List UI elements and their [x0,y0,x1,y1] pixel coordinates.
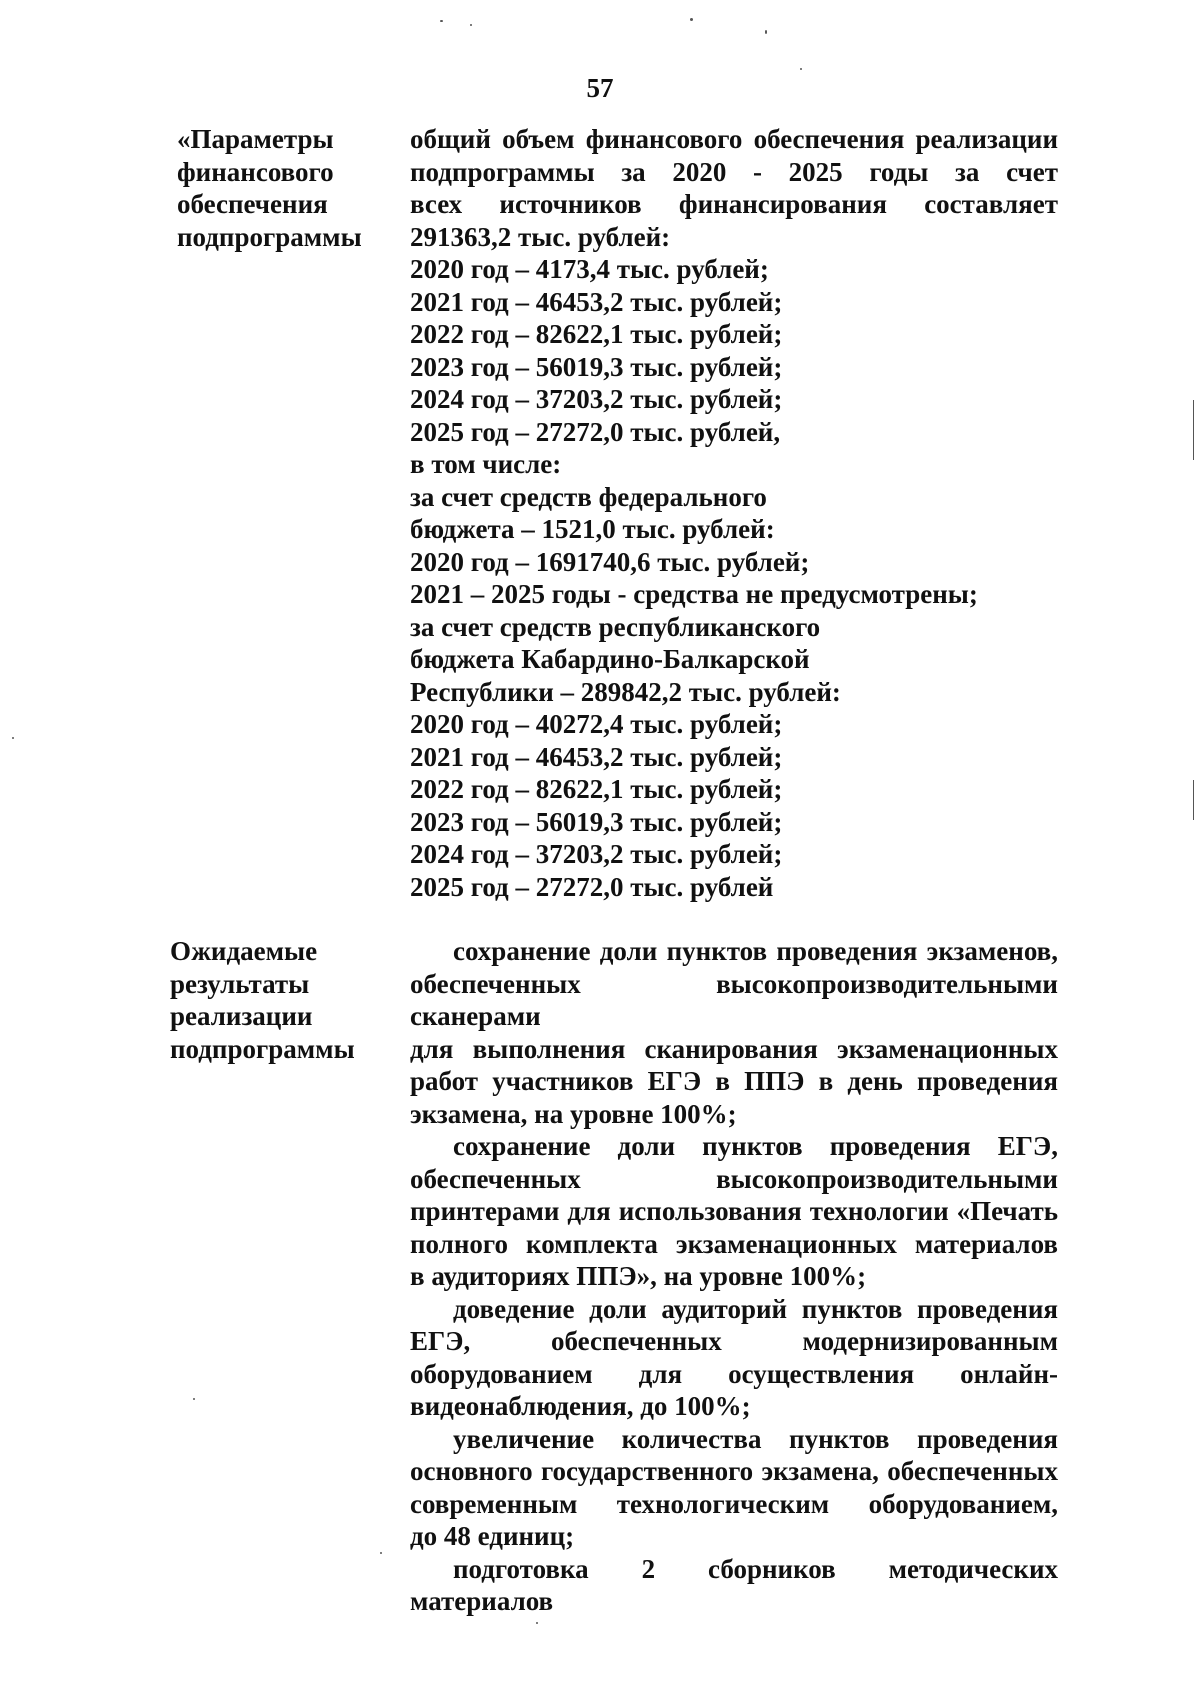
text-line: ЕГЭ, обеспеченных модернизированным [410,1326,1058,1356]
text-line: оборудованием для осуществления онлайн- [410,1358,1058,1389]
label-line: обеспечения [177,189,328,219]
label-line: результаты [170,968,310,999]
label-line: подпрограммы [177,221,362,252]
scan-speck [690,18,693,21]
scan-speck [440,20,443,22]
text-line: 291363,2 тыс. рублей: [410,221,671,252]
scan-speck [765,30,767,34]
financing-content [410,123,1058,903]
result-paragraph [410,935,1058,1130]
text-line: в том числе: [410,449,562,479]
text-line: основного государственного экзамена, обеспеченных [410,1456,1058,1486]
text-line: обеспеченных высокопроизводительными сканерами [410,968,1058,1031]
text-line: работ участников ЕГЭ в ППЭ в день проведения [410,1066,1058,1096]
text-line: обеспеченных высокопроизводительными [410,1163,1058,1194]
scan-speck [470,24,472,26]
text-line: современным технологическим оборудованием, [410,1488,1058,1519]
scan-edge [1193,400,1194,460]
text-line: принтерами для использования технологии «Печать [410,1196,1058,1226]
text-line: доведение доли аудиторий пунктов проведения [453,1293,1058,1324]
text-line: Республики – 289842,2 тыс. рублей: [410,676,841,707]
text-line: сохранение доли пунктов проведения экзаменов, [453,936,1058,966]
text-line: 2021 – 2025 годы - средства не предусмотрены; [410,579,978,609]
text-line: 2021 год – 46453,2 тыс. рублей; [410,741,783,772]
text-line: экзамена, на уровне 100%; [410,1098,737,1129]
text-line: 2024 год – 37203,2 тыс. рублей; [410,384,783,414]
text-line: за счет средств республиканского [410,611,821,642]
result-paragraph [410,1423,1058,1553]
text-line: для выполнения сканирования экзаменационных [410,1033,1058,1064]
text-line: в аудиториях ППЭ», на уровне 100%; [410,1261,867,1291]
text-line: 2025 год – 27272,0 тыс. рублей, [410,416,781,447]
result-paragraph [410,1293,1058,1423]
label-line: подпрограммы [170,1033,355,1064]
results-label [170,935,355,1065]
scan-speck [800,68,802,70]
text-line: 2025 год – 27272,0 тыс. рублей [410,871,774,902]
text-line: 2020 год – 1691740,6 тыс. рублей; [410,546,810,577]
financing-label [177,123,362,253]
label-line: финансового [177,156,334,187]
label-line: Ожидаемые [170,936,318,966]
text-line: бюджета – 1521,0 тыс. рублей: [410,514,775,544]
page-number: 57 [586,73,614,103]
label-line: «Параметры [177,124,334,154]
result-paragraph [410,1553,1058,1618]
text-line: до 48 единиц; [410,1521,575,1551]
text-line: всех источников финансирования составляет [410,189,1058,219]
text-line: 2020 год – 40272,4 тыс. рублей; [410,709,783,739]
scan-speck [12,737,14,739]
scan-edge [1193,780,1194,820]
text-line: 2022 год – 82622,1 тыс. рублей; [410,319,783,349]
scan-speck [193,1398,195,1400]
text-line: 2020 год – 4173,4 тыс. рублей; [410,254,769,284]
results-content [410,935,1058,1618]
text-line: за счет средств федерального [410,481,767,512]
text-line: полного комплекта экзаменационных материалов [410,1228,1058,1259]
scan-speck [380,1552,382,1554]
text-line: 2023 год – 56019,3 тыс. рублей; [410,351,783,382]
text-line: 2022 год – 82622,1 тыс. рублей; [410,774,783,804]
text-line: бюджета Кабардино-Балкарской [410,644,810,674]
text-line: 2021 год – 46453,2 тыс. рублей; [410,286,783,317]
text-line: видеонаблюдения, до 100%; [410,1391,751,1421]
text-line: сохранение доли пунктов проведения ЕГЭ, [453,1131,1058,1161]
label-line: реализации [170,1001,313,1031]
text-line: 2024 год – 37203,2 тыс. рублей; [410,839,783,869]
result-paragraph [410,1130,1058,1293]
text-line: подпрограммы за 2020 - 2025 годы за счет [410,156,1058,187]
text-line: общий объем финансового обеспечения реализации [410,124,1058,154]
text-line: 2023 год – 56019,3 тыс. рублей; [410,806,783,837]
text-line: подготовка 2 сборников методических материалов [410,1553,1058,1616]
scan-speck [536,1622,538,1624]
text-line: увеличение количества пунктов проведения [453,1423,1058,1454]
